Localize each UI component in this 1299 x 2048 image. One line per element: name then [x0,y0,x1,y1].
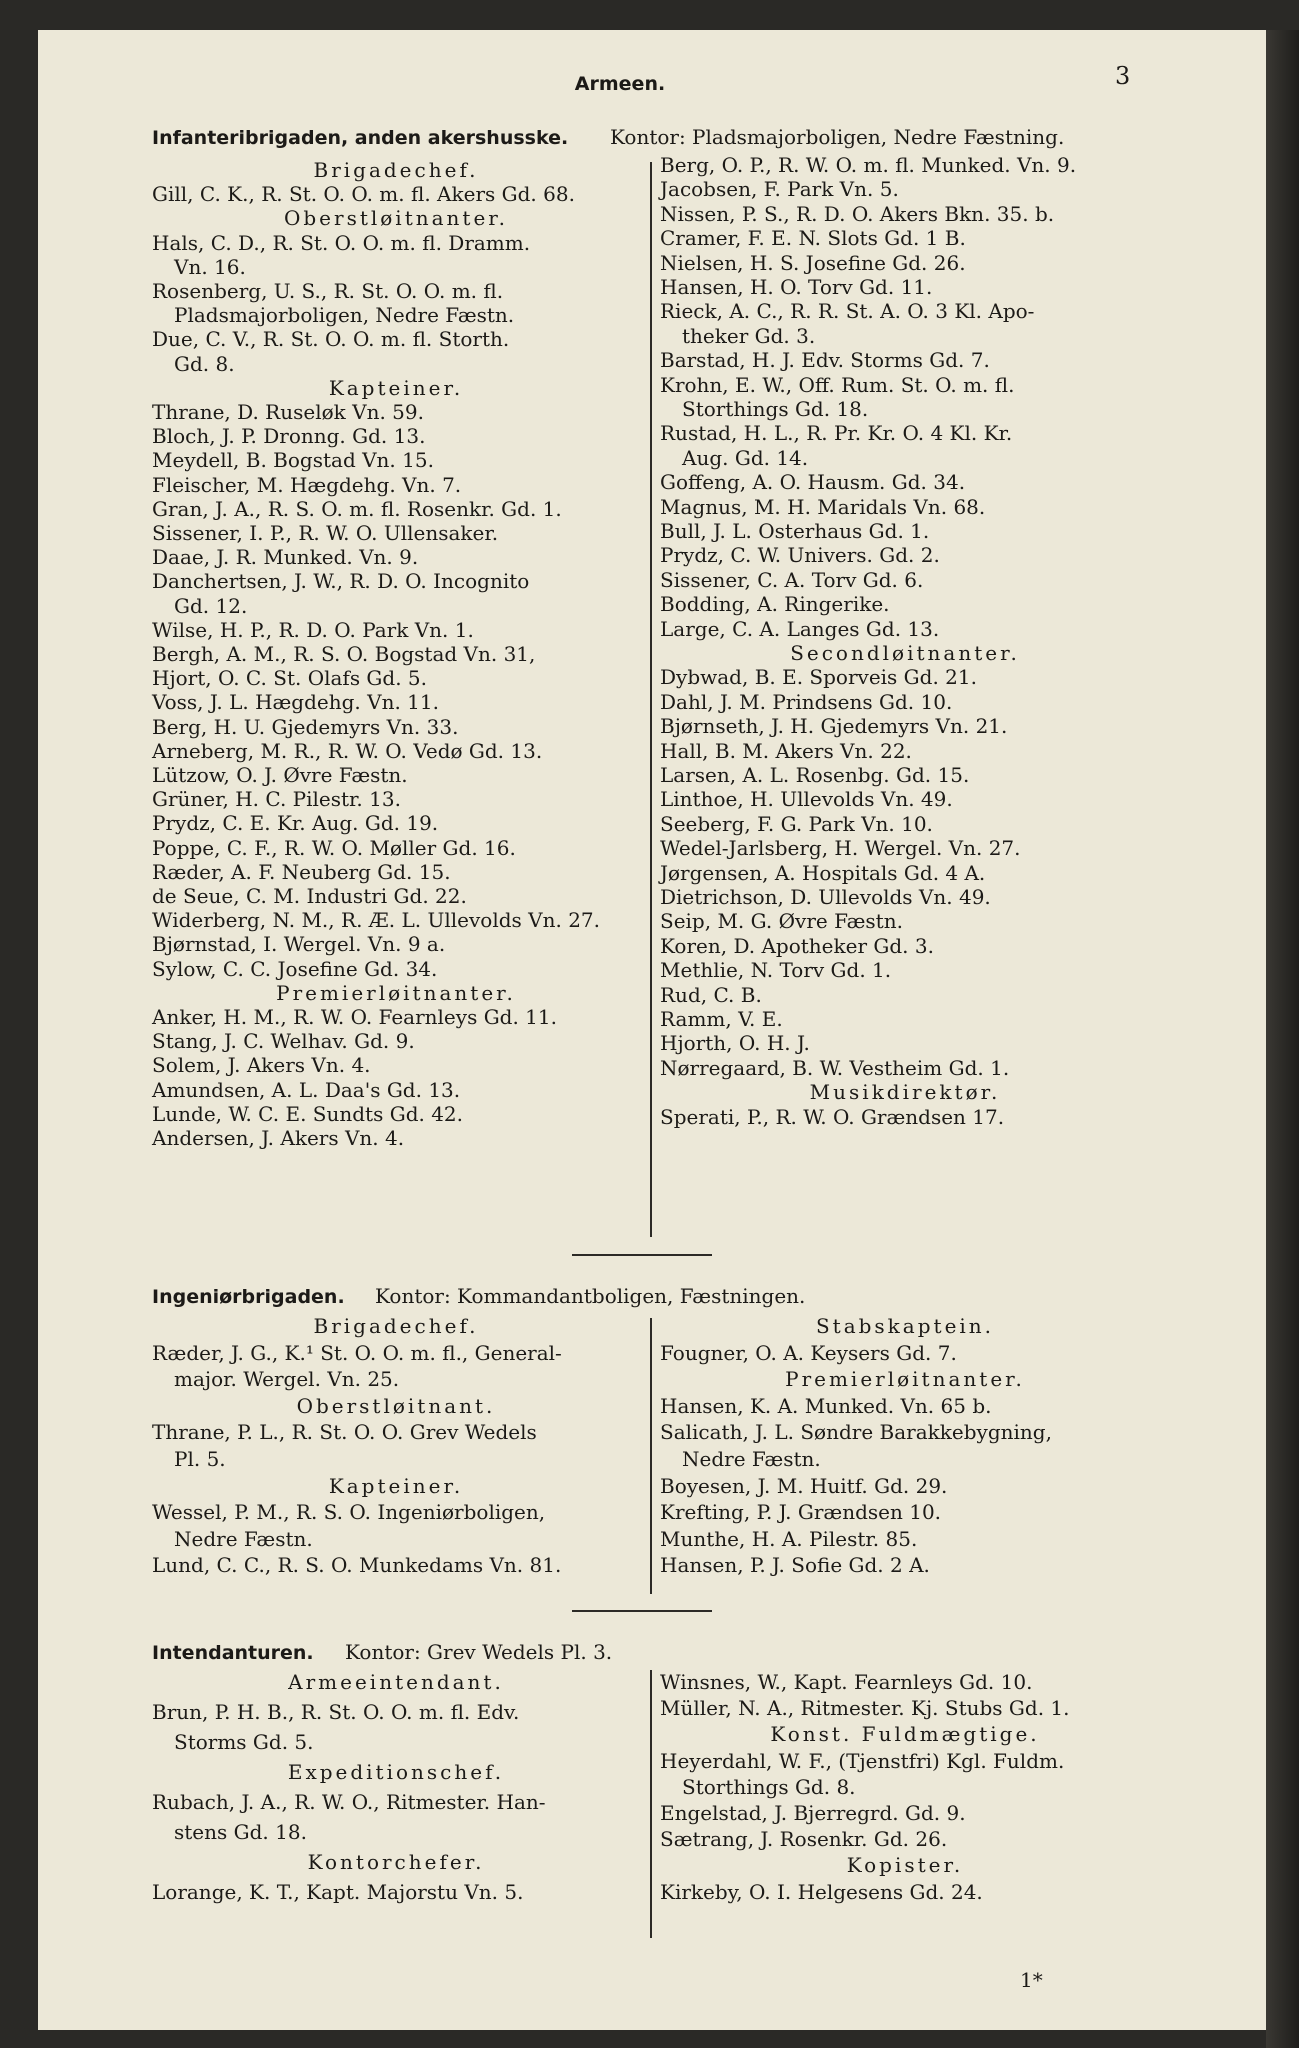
entry-continuation: Pladsmajorboligen, Nedre Fæstn. [174,303,515,328]
directory-entry: Sætrang, J. Rosenkr. Gd. 26. [660,1827,948,1852]
directory-entry: Bjørnstad, I. Wergel. Vn. 9 a. [152,932,446,957]
directory-entry: Brun, P. H. B., R. St. O. O. m. fl. Edv. [152,1700,520,1724]
rank-heading: Premierløitnanter. [276,980,516,1005]
directory-entry: Arneberg, M. R., R. W. O. Vedø Gd. 13. [152,738,543,763]
directory-entry: Lunde, W. C. E. Sundts Gd. 42. [152,1101,464,1126]
rank-heading: Kapteiner. [328,375,464,400]
directory-entry: Thrane, D. Ruseløk Vn. 59. [152,400,424,424]
directory-entry: Sylow, C. C. Josefine Gd. 34. [152,956,438,981]
directory-entry: Dietrichson, D. Ullevolds Vn. 49. [660,885,991,909]
entry-continuation: Pl. 5. [174,1447,226,1471]
directory-entry: Daae, J. R. Munked. Vn. 9. [152,545,419,570]
directory-entry: Sperati, P., R. W. O. Grændsen 17. [660,1104,1005,1129]
entry-continuation: Aug. Gd. 14. [682,445,809,470]
directory-entry: Goffeng, A. O. Hausm. Gd. 34. [660,470,966,495]
rank-heading: Secondløitnanter. [790,641,1020,665]
directory-entry: Lützow, O. J. Øvre Fæstn. [152,763,408,787]
directory-entry: Krohn, E. W., Off. Rum. St. O. m. fl. [660,372,1015,397]
directory-entry: Rosenberg, U. S., R. St. O. O. m. fl. [152,279,504,303]
entry-continuation: major. Wergel. Vn. 25. [174,1367,400,1392]
directory-entry: Bjørnseth, J. H. Gjedemyrs Vn. 21. [660,714,1008,739]
directory-entry: Anker, H. M., R. W. O. Fearnleys Gd. 11. [152,1005,557,1029]
entry-continuation: theker Gd. 3. [682,323,816,348]
directory-entry: Magnus, M. H. Maridals Vn. 68. [660,494,986,519]
directory-entry: de Seue, C. M. Industri Gd. 22. [152,884,467,908]
directory-entry: Grüner, H. C. Pilestr. 13. [152,787,401,812]
directory-entry: Due, C. V., R. St. O. O. m. fl. Storth. [152,327,510,352]
directory-entry: Linthoe, H. Ullevolds Vn. 49. [660,787,953,812]
directory-entry: Seeberg, F. G. Park Vn. 10. [660,811,933,836]
directory-entry: Winsnes, W., Kapt. Fearnleys Gd. 10. [660,1670,1033,1694]
directory-entry: Hall, B. M. Akers Vn. 22. [660,738,912,763]
section-separator [572,1254,712,1256]
directory-entry: Prydz, C. W. Univers. Gd. 2. [660,543,940,568]
entry-continuation: Gd. 8. [174,351,235,376]
rank-heading: Oberstløitnant. [296,1393,496,1418]
directory-entry: Bodding, A. Ringerike. [660,592,890,617]
directory-entry: Stang, J. C. Welhav. Gd. 9. [152,1029,415,1054]
directory-entry: Dahl, J. M. Prindsens Gd. 10. [660,689,953,714]
directory-entry: Wedel-Jarlsberg, H. Wergel. Vn. 27. [660,836,1021,861]
rank-heading: Brigadechef. [313,158,479,182]
entry-continuation: Vn. 16. [174,254,246,279]
directory-entry: Hansen, P. J. Sofie Gd. 2 A. [660,1553,930,1578]
signature-mark: 1* [1020,1968,1043,1992]
rank-heading: Kapteiner. [328,1473,464,1498]
directory-entry: Gill, C. K., R. St. O. O. m. fl. Akers Gd. 68. [152,182,575,207]
rank-heading: Stabskaptein. [815,1314,995,1338]
entry-continuation: stens Gd. 18. [174,1820,307,1844]
section-heading-intendantur: Intendanturen. [152,1642,314,1664]
directory-entry: Rustad, H. L., R. Pr. Kr. O. 4 Kl. Kr. [660,421,1013,446]
directory-entry: Müller, N. A., Ritmester. Kj. Stubs Gd. 1. [660,1696,1070,1721]
directory-entry: Dybwad, B. E. Sporveis Gd. 21. [660,665,977,690]
directory-entry: Amundsen, A. L. Daa's Gd. 13. [152,1077,461,1102]
directory-entry: Fleischer, M. Hægdehg. Vn. 7. [152,472,462,497]
directory-entry: Andersen, J. Akers Vn. 4. [152,1126,405,1150]
directory-entry: Widerberg, N. M., R. Æ. L. Ullevolds Vn. 27. [152,908,600,933]
directory-entry: Seip, M. G. Øvre Fæstn. [660,909,903,934]
section-office-intendantur: Kontor: Grev Wedels Pl. 3. [345,1640,613,1664]
directory-entry: Lund, C. C., R. S. O. Munkedams Vn. 81. [152,1553,562,1578]
directory-entry: Hjort, O. C. St. Olafs Gd. 5. [152,666,428,691]
rank-heading: Konst. Fuldmægtige. [770,1722,1040,1747]
entry-continuation: Storthings Gd. 18. [682,397,869,421]
directory-entry: Voss, J. L. Hægdehg. Vn. 11. [152,690,439,715]
rank-heading: Armeeintendant. [288,1670,504,1694]
directory-entry: Berg, O. P., R. W. O. m. fl. Munked. Vn. 9. [660,153,1077,177]
page-title: Armeen. [574,73,666,95]
rank-heading: Premierløitnanter. [785,1367,1025,1392]
directory-entry: Rieck, A. C., R. R. St. A. O. 3 Kl. Apo- [660,299,1035,324]
directory-entry: Ræder, A. F. Neuberg Gd. 15. [152,859,451,884]
rank-heading: Oberstløitnanter. [283,206,509,231]
page-number: 3 [1115,62,1131,90]
column-rule [650,162,652,1237]
rank-heading: Musikdirektør. [809,1080,1001,1105]
rank-heading: Kontorchefer. [307,1850,485,1874]
entry-continuation: Nedre Fæstn. [174,1526,313,1551]
directory-entry: Hansen, K. A. Munked. Vn. 65 b. [660,1393,992,1418]
directory-entry: Munthe, H. A. Pilestr. 85. [660,1526,918,1551]
directory-entry: Jørgensen, A. Hospitals Gd. 4 A. [660,860,986,885]
entry-continuation: Storthings Gd. 8. [682,1774,856,1799]
directory-entry: Ramm, V. E. [660,1007,783,1031]
section-heading-ingenior: Ingeniørbrigaden. [152,1286,345,1308]
directory-entry: Jacobsen, F. Park Vn. 5. [660,177,899,202]
rank-heading: Brigadechef. [313,1314,479,1338]
directory-entry: Bloch, J. P. Dronng. Gd. 13. [152,424,426,449]
directory-entry: Danchertsen, J. W., R. D. O. Incognito [152,569,530,594]
entry-continuation: Nedre Fæstn. [682,1447,821,1471]
directory-entry: Salicath, J. L. Søndre Barakkebygning, [660,1420,1052,1445]
directory-entry: Krefting, P. J. Grændsen 10. [660,1500,942,1525]
entry-continuation: Storms Gd. 5. [174,1730,314,1754]
section-heading-infanteri: Infanteribrigaden, anden akershusske. [152,127,569,149]
directory-entry: Meydell, B. Bogstad Vn. 15. [152,448,434,473]
directory-entry: Kirkeby, O. I. Helgesens Gd. 24. [660,1879,983,1904]
column-rule [650,1318,652,1594]
directory-entry: Sissener, I. P., R. W. O. Ullensaker. [152,521,499,545]
page-edge-shadow [1266,30,1299,2048]
directory-entry: Gran, J. A., R. S. O. m. fl. Rosenkr. Gd. 1. [152,496,562,521]
directory-entry: Sissener, C. A. Torv Gd. 6. [660,567,924,592]
directory-entry: Nørregaard, B. W. Vestheim Gd. 1. [660,1055,1010,1080]
directory-entry: Large, C. A. Langes Gd. 13. [660,616,940,641]
directory-entry: Heyerdahl, W. F., (Tjenstfri) Kgl. Fuldm. [660,1748,1065,1773]
directory-entry: Prydz, C. E. Kr. Aug. Gd. 19. [152,811,439,836]
directory-entry: Rud, C. B. [660,982,762,1007]
rank-heading: Expeditionschef. [287,1760,505,1784]
directory-entry: Nielsen, H. S. Josefine Gd. 26. [660,250,966,275]
directory-entry: Bergh, A. M., R. S. O. Bogstad Vn. 31, [152,642,536,666]
directory-entry: Lorange, K. T., Kapt. Majorstu Vn. 5. [152,1880,524,1904]
directory-entry: Larsen, A. L. Rosenbg. Gd. 15. [660,763,970,787]
column-rule [650,1670,652,1938]
directory-entry: Ræder, J. G., K.¹ St. O. O. m. fl., General- [152,1340,562,1365]
directory-entry: Wessel, P. M., R. S. O. Ingeniørboligen, [152,1500,546,1525]
directory-entry: Solem, J. Akers Vn. 4. [152,1053,371,1078]
directory-entry: Nissen, P. S., R. D. O. Akers Bkn. 35. b. [660,201,1055,226]
directory-entry: Bull, J. L. Osterhaus Gd. 1. [660,519,930,543]
directory-entry: Boyesen, J. M. Huitf. Gd. 29. [660,1473,948,1498]
directory-entry: Cramer, F. E. N. Slots Gd. 1 B. [660,226,966,251]
entry-continuation: Gd. 12. [174,593,248,618]
directory-entry: Fougner, O. A. Keysers Gd. 7. [660,1340,957,1365]
section-office-infanteri: Kontor: Pladsmajorboligen, Nedre Fæstning. [610,125,1065,149]
rank-heading: Kopister. [846,1853,964,1878]
directory-entry: Methlie, N. Torv Gd. 1. [660,958,892,983]
directory-entry: Berg, H. U. Gjedemyrs Vn. 33. [152,714,459,739]
directory-entry: Engelstad, J. Bjerregrd. Gd. 9. [660,1801,966,1825]
section-separator [572,1610,712,1612]
directory-entry: Hals, C. D., R. St. O. O. m. fl. Dramm. [152,230,531,255]
directory-entry: Hjorth, O. H. J. [660,1031,810,1056]
section-office-ingenior: Kontor: Kommandantboligen, Fæstningen. [375,1284,806,1308]
directory-entry: Wilse, H. P., R. D. O. Park Vn. 1. [152,617,474,642]
directory-entry: Hansen, H. O. Torv Gd. 11. [660,275,933,299]
directory-entry: Barstad, H. J. Edv. Storms Gd. 7. [660,348,990,373]
directory-entry: Koren, D. Apotheker Gd. 3. [660,933,934,958]
directory-entry: Rubach, J. A., R. W. O., Ritmester. Han- [152,1790,546,1814]
directory-entry: Poppe, C. F., R. W. O. Møller Gd. 16. [152,835,516,860]
directory-entry: Thrane, P. L., R. St. O. O. Grev Wedels [152,1420,537,1445]
